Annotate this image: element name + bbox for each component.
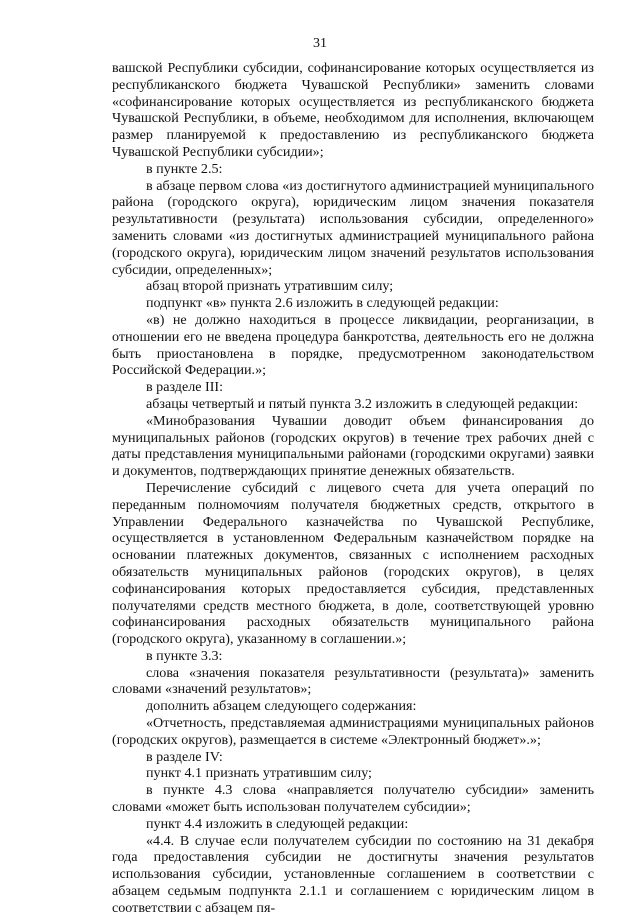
paragraph: подпункт «в» пункта 2.6 изложить в следующей редакции: [146, 295, 499, 312]
paragraph: в разделе IV: [146, 748, 223, 765]
paragraph: «Отчетность, представляемая администрациями муниципальных районов (городских округов), размещается в системе «Электронный бюджет».»; [112, 715, 594, 748]
paragraph: слова «значения показателя результативности (результата)» заменить словами «значений результатов»; [112, 664, 594, 698]
paragraph: в абзаце первом слова «из достигнутого администрацией муниципального района (городского округа), юридическим лицом значения показателя результативности (результата) использования субсидии, определенного» заменить словами «из достигнутых администрацией муниципального района (городского округа), юридическим лицом значений результатов использования субсидии, определенных»; [112, 177, 594, 278]
paragraph: «в) не должно находиться в процессе ликвидации, реорганизации, в отношении его не введена процедура банкротства, деятельность его не должна быть приостановлена в порядке, предусмотренном законодательством Российской Федерации.»; [112, 311, 594, 379]
paragraph: «4.4. В случае если получателем субсидии по состоянию на 31 декабря года предоставления субсидии не достигнуты значения результатов использования субсидии, установленные соглашением в соответствии с абзацем седьмым подпункта 2.1.1 и соглашением с юридическим лицом в соответствии с абзацем пя- [112, 832, 594, 916]
paragraph: в пункте 2.5: [146, 160, 223, 177]
paragraph: «Минобразования Чувашии доводит объем финансирования до муниципальных районов (городских округов) в течение трех рабочих дней с даты представления муниципальными районами (городскими округами) заявки и документов, подтверждающих принятие денежных обязательств. [112, 412, 594, 480]
paragraph: пункт 4.4 изложить в следующей редакции: [146, 815, 409, 832]
document-body [112, 60, 594, 917]
paragraph: Перечисление субсидий с лицевого счета для учета операций по переданным полномочиям получателя бюджетных средств, открытого в Управлении Федерального казначейства по Чувашской Республике, осуществляется в установленном Федеральным казначейством порядке на основании платежных документов, связанных с исполнением расходных обязательств муниципальных районов (городских округов), в целях софинансирования которых предоставляется субсидия, представленных получателями средств местного бюджета, в доле, соответствующей уровню софинансирования расходных обязательств муниципального района (городского округа), указанному в соглашении.»; [112, 479, 594, 648]
paragraph: абзацы четвертый и пятый пункта 3.2 изложить в следующей редакции: [146, 395, 579, 412]
paragraph: дополнить абзацем следующего содержания: [146, 698, 417, 715]
paragraph: вашской Республики субсидии, софинансирование которых осуществляется из республиканского бюджета Чувашской Республики» заменить словами «софинансирование которых осуществляется из республиканского бюджета Чувашской Республики, в объеме, необходимом для исполнения, включающем размер планируемой к предоставлению из республиканского бюджета Чувашской Республики субсидии»; [112, 60, 594, 160]
paragraph: абзац второй признать утратившим силу; [146, 278, 394, 295]
paragraph: в пункте 3.3: [146, 647, 223, 664]
paragraph: в разделе III: [146, 379, 224, 396]
paragraph: в пункте 4.3 слова «направляется получателю субсидии» заменить словами «может быть использован получателем субсидии»; [112, 782, 594, 816]
paragraph: пункт 4.1 признать утратившим силу; [146, 765, 372, 782]
page-number: 31 [313, 36, 327, 51]
